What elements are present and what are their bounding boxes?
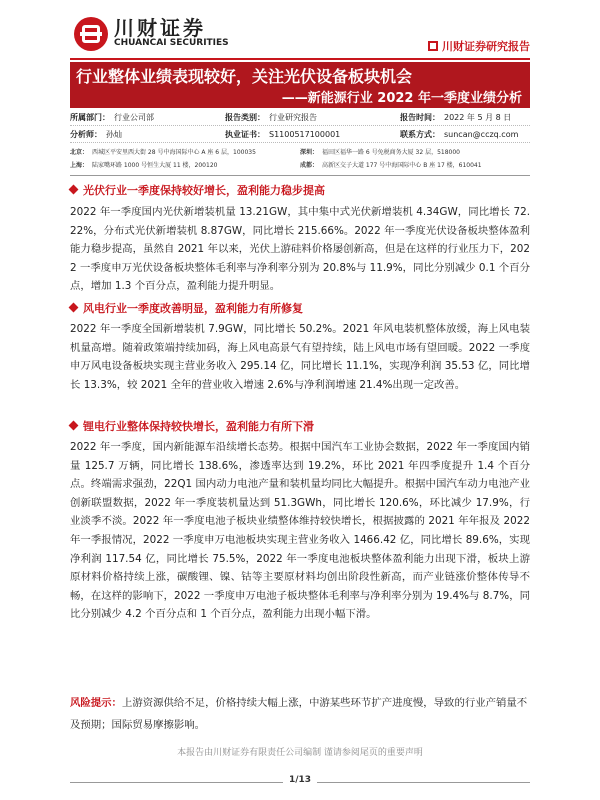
risk-label: 风险提示： [70, 697, 122, 709]
report-meta [70, 109, 530, 171]
diamond-icon [69, 185, 79, 195]
section-body-pv: 2022 年一季度国内光伏新增装机量 13.21GW，其中集中式光伏新增装机 4.34GW，同比增长 72.22%，分布式光伏新增装机 8.87GW，同比增长 215.66%。2022 年一季度光伏设备板块整体盈利能力稳步提高，虽然自 2021 年以来，光伏上游硅料价格屡创新高，但是在这样的行业压力下，2022 一季度申万光伏设备板块整体毛利率与净利率分别为 20.8%与 11.9%，同比分别减少 0.1 个百分点，增加 1.3 个百分点，盈利能力提升明显。 [70, 206, 530, 293]
diamond-icon [69, 303, 79, 313]
address-item: 深圳： 福田区福华一路 6 号免税商务大厦 32 层，518000 [300, 149, 461, 156]
address-item: 上海： 陆家嘴环路 1000 号恒生大厦 11 楼，200120 [70, 162, 218, 169]
report-header [0, 0, 600, 66]
square-icon [428, 41, 438, 51]
category-label: 报告类别： [225, 112, 265, 122]
section-body-lithium: 2022 年一季度，国内新能源车沿续增长态势。根据中国汽车工业协会数据，2022 年一季度国内销量 125.7 万辆，同比增长 138.6%，渗透率达到 19.2%，环比 2021 年四季度提升 1.4 个百分点。终端需求强劲，22Q1 国内动力电池产量和装机量均同比大幅提升。根据中国汽车动力电池产业创新联盟数据，2022 年一季度装机量达到 51.3GWh，同比增长 120.6%，环比减少 17.9%，行业淡季不淡。2022 年一季度电池子板块业绩整体维持较快增长，根据披露的 2021 年年报及 2022 年一季报情况，2022 一季度申万电池板块实现主营业务收入 1466.42 亿，同比增长 89.6%，实现净利润 117.54 亿，同比增长 75.5%，2022 年一季度电池板块整体盈利能力出现下滑，板块上游原材料价格持续上涨，碳酸锂、镍、钴等主要原材料均创出阶段性新高，而产业链涨价整体传导不畅，在这样的影响下，2022 一季度申万电池子板块整体毛利率与净利率分别为 19.4%与 8.7%，同比分别减少 4.2 个百分点和 1 个百分点，盈利能力出现小幅下滑。 [70, 441, 530, 621]
report-tag [428, 38, 530, 54]
title-banner [70, 62, 530, 108]
section-heading-wind: 风电行业一季度改善明显，盈利能力有所修复 [70, 300, 303, 316]
office-addresses [70, 143, 530, 171]
cert-value: S1100517100001 [269, 129, 341, 139]
address-item: 北京： 西城区平安里西大街 28 号中海国际中心 A 座 6 层，100035 [70, 149, 256, 156]
section-heading-lithium: 锂电行业整体保持较快增长，盈利能力有所下滑 [70, 418, 314, 434]
meta-row [70, 109, 530, 126]
risk-warning [70, 692, 530, 736]
dept-label: 所属部门： [70, 112, 110, 122]
analyst-value: 孙灿 [106, 129, 122, 139]
address-item: 成都： 高新区交子大道 177 号中海国际中心 B 座 17 楼，610041 [300, 162, 482, 169]
cert-label: 执业证书： [225, 129, 265, 139]
page-number: 1/13 [0, 775, 600, 785]
analyst-label: 分析师： [70, 129, 102, 139]
risk-text: 上游资源供给不足，价格持续大幅上涨，中游某些环节扩产进度慢，导致的行业产销量不及预期；国际贸易摩擦影响。 [70, 697, 528, 731]
logo-name-cn: 川财证券 [114, 16, 206, 40]
report-tag-text: 川财证券研究报告 [442, 40, 530, 53]
section-heading-pv: 光伏行业一季度保持较好增长，盈利能力稳步提高 [70, 182, 325, 198]
section-body-wind: 2022 年一季度全国新增装机 7.9GW，同比增长 50.2%。2021 年风电装机整体放缓，海上风电装机量高增。随着政策端持续加码，海上风电高景气有望持续，陆上风电市场有望回暖。2022 一季度申万风电设备板块实现主营业务收入 295.14 亿，同比增长 11.1%，实现净利润 35.53 亿，同比增长 13.3%，较 2021 全年的营业收入增速 2.6%与净利润增速 21.4%出现一定改善。 [70, 323, 530, 391]
logo-name-en: CHUANCAI SECURITIES [114, 38, 229, 48]
category-value: 行业研究报告 [269, 112, 317, 122]
diamond-icon [69, 421, 79, 431]
contact-label: 联系方式： [400, 129, 440, 139]
contact-email[interactable]: suncan@cczq.com [444, 129, 519, 139]
logo-icon [74, 17, 108, 51]
time-label: 报告时间： [400, 112, 440, 122]
time-value: 2022 年 5 月 8 日 [444, 112, 512, 122]
meta-divider [70, 175, 530, 176]
report-title: 行业整体业绩表现较好，关注光伏设备板块机会 [76, 67, 413, 86]
dept-value: 行业公司部 [114, 112, 154, 122]
header-divider [70, 58, 530, 60]
report-subtitle: ——新能源行业 2022 年一季度业绩分析 [281, 91, 522, 106]
footer-disclaimer: 本报告由川财证券有限责任公司编制 谨请参阅尾页的重要声明 [177, 748, 423, 758]
meta-row [70, 126, 530, 143]
